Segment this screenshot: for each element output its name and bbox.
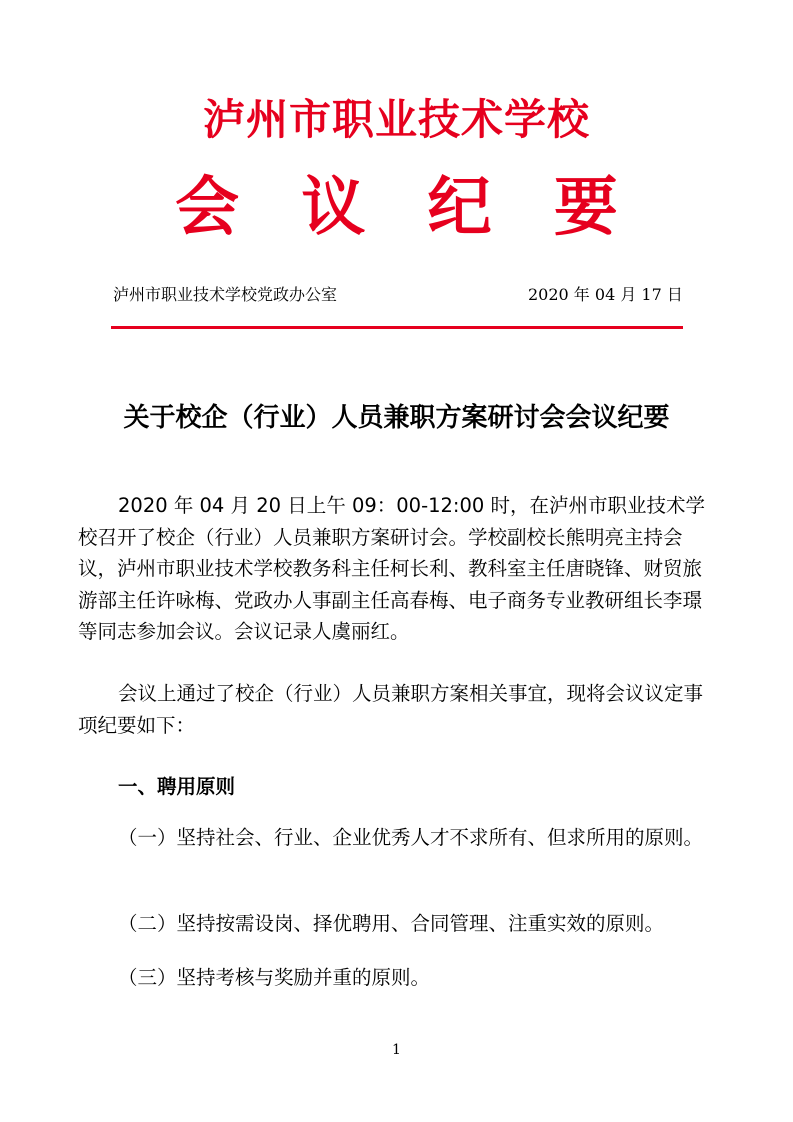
issue-date: 2020 年 04 月 17 日 [528, 285, 683, 304]
section-heading: 一、聘用原则 [118, 775, 236, 798]
principle-item: （三）坚持考核与奖励并重的原则。 [118, 966, 431, 989]
school-name-title: 泸州市职业技术学校 [202, 95, 590, 144]
body-paragraph: 2020 年 04 月 20 日上午 09：00-12:00 时，在泸州市职业技术学校召开了校企（行业）人员兼职方案研讨会。学校副校长熊明亮主持会议，泸州市职业技术学校教务科主任柯长利、教科室主任唐晓锋、财贸旅游部主任许咏梅、党政办人事副主任高春梅、电子商务专业教研组长李璟等同志参加会议。会议记录人虞丽红。 [78, 494, 705, 643]
document-heading: 关于校企（行业）人员兼职方案研讨会会议纪要 [123, 403, 670, 433]
principle-item: （二）坚持按需设岗、择优聘用、合同管理、注重实效的原则。 [118, 912, 665, 935]
issuer-office: 泸州市职业技术学校党政办公室 [113, 285, 338, 304]
header-divider-line [111, 326, 683, 329]
document-type-title: 会 议 纪 要 [175, 171, 638, 245]
body-paragraph: 会议上通过了校企（行业）人员兼职方案相关事宜，现将会议议定事项纪要如下： [78, 682, 704, 737]
principle-item: （一）坚持社会、行业、企业优秀人才不求所有、但求所用的原则。 [118, 826, 704, 849]
page-number: 1 [392, 1042, 401, 1058]
